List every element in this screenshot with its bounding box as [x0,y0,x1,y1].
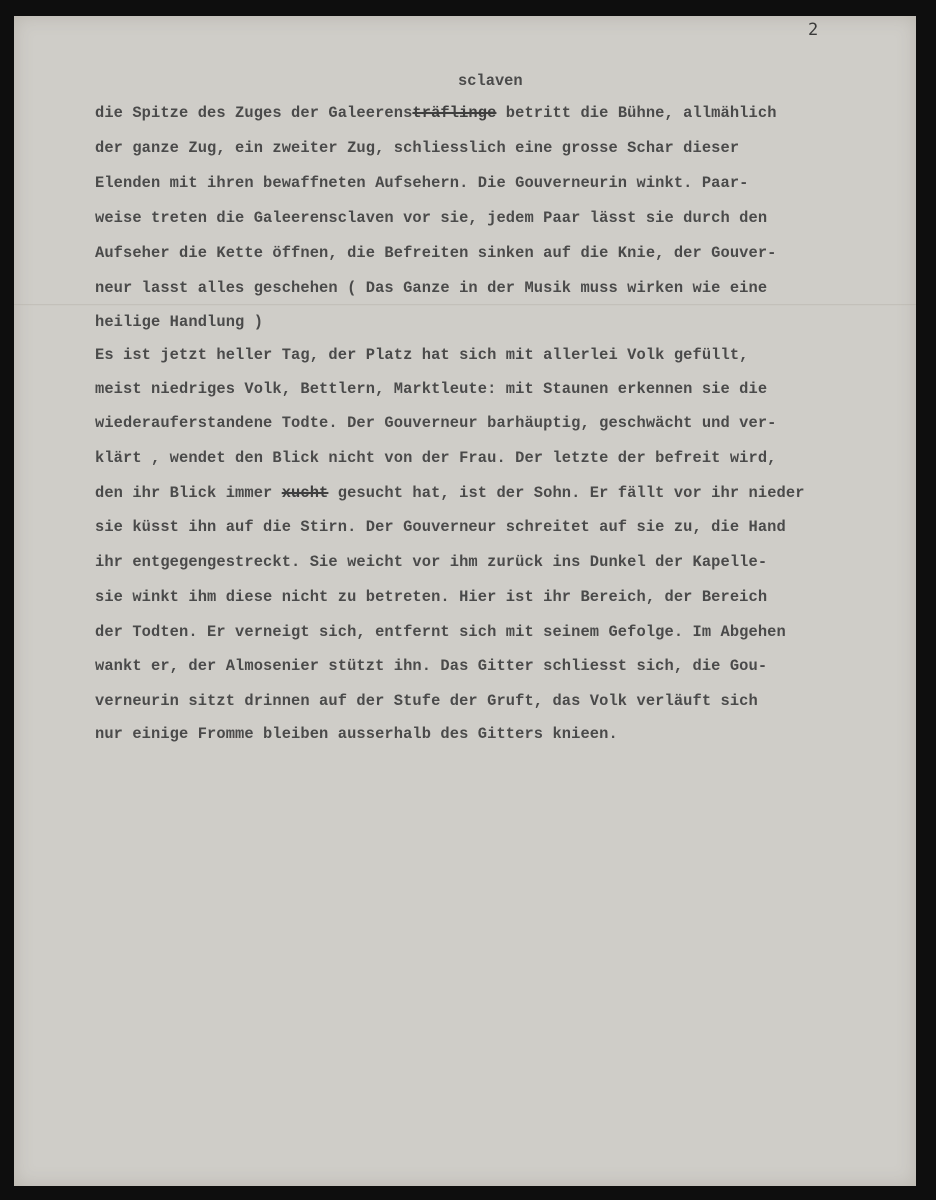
text-line-1 [95,104,777,122]
struck-word: xucht [281,484,329,502]
text-line-15: sie winkt ihm diese nicht zu betreten. Hier ist ihr Bereich, der Bereich [95,588,768,606]
text-line-9: meist niedriges Volk, Bettlern, Marktleute: mit Staunen erkennen sie die [95,380,768,398]
page-number: 2 [808,20,819,40]
text-line-8: Es ist jetzt heller Tag, der Platz hat sich mit allerlei Volk gefüllt, [95,346,749,364]
text-line-11: klärt , wendet den Blick nicht von der Frau. Der letzte der befreit wird, [95,449,777,467]
text-line-12 [95,484,805,502]
line-12-before: den ihr Blick immer [95,484,282,502]
text-line-17: wankt er, der Almosenier stützt ihn. Das Gitter schliesst sich, die Gou- [95,657,768,675]
text-line-6: neur lasst alles geschehen ( Das Ganze in der Musik muss wirken wie eine [95,279,768,297]
text-line-7: heilige Handlung ) [95,313,264,331]
line-1-before: die Spitze des Zuges der Galeerens [95,104,413,122]
text-line-13: sie küsst ihn auf die Stirn. Der Gouverneur schreitet auf sie zu, die Hand [95,518,786,536]
text-line-2: der ganze Zug, ein zweiter Zug, schliesslich eine grosse Schar dieser [95,139,740,157]
struck-word: träflinge [412,104,497,122]
text-line-16: der Todten. Er verneigt sich, entfernt sich mit seinem Gefolge. Im Abgehen [95,623,786,641]
text-line-3: Elenden mit ihren bewaffneten Aufsehern. Die Gouverneurin winkt. Paar- [95,174,749,192]
handwritten-insertion: sclaven [458,72,523,90]
text-line-4: weise treten die Galeerensclaven vor sie, jedem Paar lässt sie durch den [95,209,768,227]
text-line-10: wiederauferstandene Todte. Der Gouverneur barhäuptig, geschwächt und ver- [95,414,777,432]
line-12-after: gesucht hat, ist der Sohn. Er fällt vor ihr nieder [328,484,805,502]
line-1-after: betritt die Bühne, allmählich [496,104,777,122]
paper-fold-crease [14,304,916,306]
text-line-19: nur einige Fromme bleiben ausserhalb des Gitters knieen. [95,725,618,743]
text-line-14: ihr entgegengestreckt. Sie weicht vor ihm zurück ins Dunkel der Kapelle- [95,553,768,571]
text-line-5: Aufseher die Kette öffnen, die Befreiten sinken auf die Knie, der Gouver- [95,244,777,262]
text-line-18: verneurin sitzt drinnen auf der Stufe der Gruft, das Volk verläuft sich [95,692,758,710]
